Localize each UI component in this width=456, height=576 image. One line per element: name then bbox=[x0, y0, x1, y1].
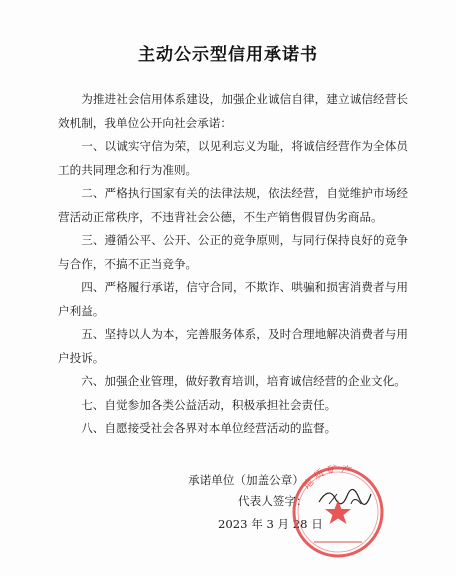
paragraph-intro: 为推进社会信用体系建设，加强企业诚信自律，建立诚信经营长效机制，我单位公开向社会承诺： bbox=[58, 92, 408, 130]
seal-text: 地质矿产 bbox=[301, 464, 356, 492]
paragraph-item-7: 七、自觉参加各类公益活动，积极承担社会责任。 bbox=[81, 397, 337, 412]
document-body bbox=[58, 88, 408, 441]
paragraph-item-8: 八、自愿接受社会各界对本单位经营活动的监督。 bbox=[81, 421, 337, 435]
paragraph-item-1: 一、以诚实守信为荣，以见利忘义为耻，将诚信经营作为全体员工的共同理念和行为准则。 bbox=[58, 139, 408, 177]
paragraph-item-3: 三、遵循公平、公开、公正的竞争原则，与同行保持良好的竞争与合作，不搞不正当竞争。 bbox=[58, 233, 408, 271]
representative-label: 代表人签字： bbox=[238, 494, 308, 508]
paragraph-item-5: 五、坚持以人为本，完善服务体系，及时合理地解决消费者与用户投诉。 bbox=[58, 327, 408, 365]
handwritten-signature bbox=[315, 484, 375, 512]
svg-text:地质矿产 bbox=[300, 462, 356, 492]
official-seal-icon bbox=[288, 462, 388, 562]
signing-unit-label: 承诺单位（加盖公章） bbox=[188, 473, 304, 487]
signing-date: 2023 年 3 月 28 日 bbox=[218, 517, 323, 531]
paragraph-item-6: 六、加强企业管理，做好教育培训，培育诚信经营的企业文化。 bbox=[81, 374, 406, 388]
document-title: 主动公示型信用承诺书 bbox=[138, 45, 318, 65]
paragraph-item-4: 四、严格履行承诺，信守合同，不欺诈、哄骗和损害消费者与用户利益。 bbox=[58, 280, 408, 318]
paragraph-item-2: 二、严格执行国家有关的法律法规，依法经营，自觉维护市场经营活动正常秩序，不违背社会公德，不生产销售假冒伪劣商品。 bbox=[58, 186, 408, 224]
